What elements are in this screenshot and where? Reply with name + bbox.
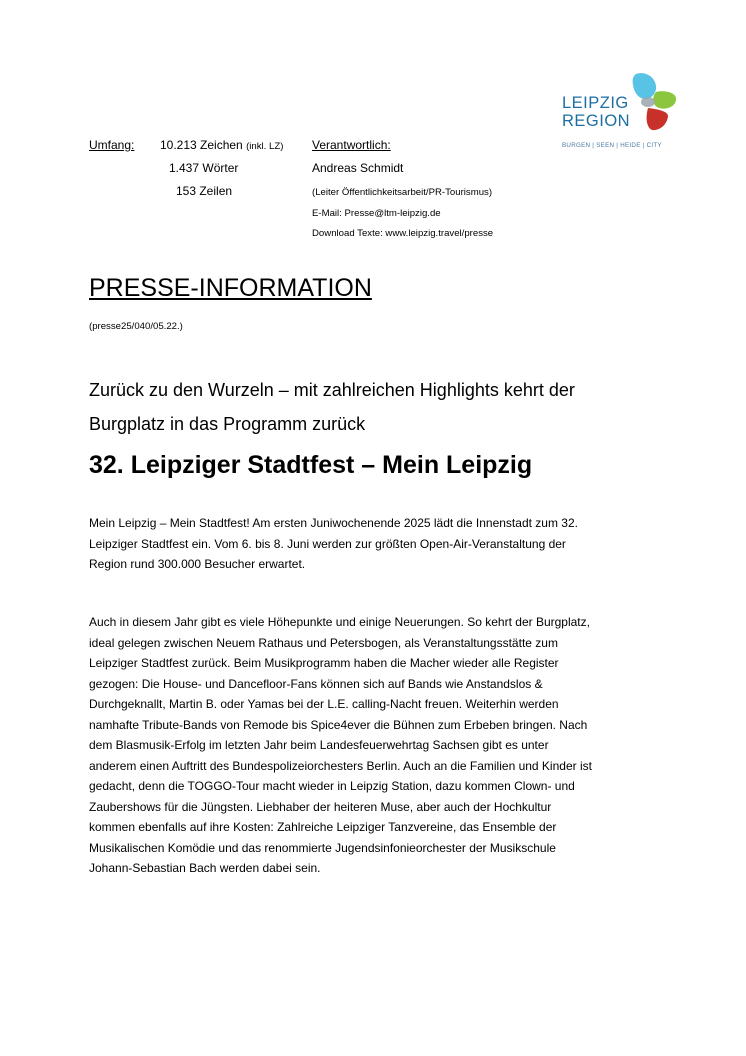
zeilen-count: 153 Zeilen — [176, 184, 233, 198]
zeichen-count — [160, 137, 283, 155]
subtitle-line-2: Burgplatz in das Programm zurück — [89, 414, 366, 434]
press-reference: (presse25/040/05.22.) — [89, 321, 183, 332]
paragraph-line: kommen ebenfalls auf ihre Kosten: Zahlreiche Leipziger Tanzvereine, das Ensemble der — [89, 820, 557, 834]
verantwortlich-label: Verantwortlich: — [312, 138, 391, 152]
paragraph-line: dem Blasmusik-Erfolg im letzten Jahr beim Landesfeuerwehrtag Sachsen gibt es unter — [89, 738, 549, 752]
paragraph-line: anderem einen Auftritt des Bundespolizeiorchesters Berlin. Auch an die Familien und Kinder ist — [89, 758, 592, 773]
woerter-count: 1.437 Wörter — [169, 161, 239, 175]
subtitle-line-1: Zurück zu den Wurzeln – mit zahlreichen Highlights kehrt der — [89, 380, 575, 400]
logo-tagline: BURGEN | SEEN | HEIDE | CITY — [562, 142, 662, 149]
contact-role: (Leiter Öffentlichkeitsarbeit/PR-Tourismus) — [312, 187, 493, 198]
zeichen-note: (inkl. LZ) — [246, 141, 284, 152]
paragraph-line: gedacht, denn die TOGGO-Tour macht wieder in Leipzig Station, dazu kommen Clown- und — [89, 779, 575, 793]
paragraph-line: ideal gelegen zwischen Neuem Rathaus und Petersbogen, als Veranstaltungsstätte zum — [89, 635, 558, 650]
leipzig-region-logo — [560, 72, 684, 156]
paragraph-line: Leipziger Stadtfest ein. Vom 6. bis 8. Juni werden zur größten Open-Air-Veranstaltung der — [89, 536, 566, 551]
paragraph-1 — [89, 513, 689, 575]
paragraph-line: namhafte Tribute-Bands von Remode bis Spice4ever die Bühnen zum Erbeben bringen. Nach — [89, 717, 588, 732]
contact-name: Andreas Schmidt — [312, 161, 404, 175]
umfang-label: Umfang: — [89, 138, 135, 152]
presse-information-title: PRESSE-INFORMATION — [89, 274, 372, 302]
paragraph-line: Durchgeknallt, Martin B. oder Yamas bei der L.E. calling-Nacht freuen. Weiterhin werden — [89, 697, 559, 711]
paragraph-line: gezogen: Die House- und Dancefloor-Fans können sich auf Bands wie Anstandslos & — [89, 676, 543, 691]
logo-line-1: LEIPZIG — [562, 94, 629, 112]
headline: 32. Leipziger Stadtfest – Mein Leipzig — [89, 451, 533, 479]
download-link: Download Texte: www.leipzig.travel/presse — [312, 228, 494, 239]
paragraph-line: Region rund 300.000 Besucher erwartet. — [89, 557, 306, 571]
paragraph-line: Musikalischen Komödie und das renommierte Jugendsinfonieorchester der Musikschule — [89, 840, 556, 855]
paragraph-line: Auch in diesem Jahr gibt es viele Höhepunkte und einige Neuerungen. So kehrt der Burgplatz, — [89, 615, 590, 629]
logo-line-2: REGION — [562, 112, 631, 130]
paragraph-line: Johann-Sebastian Bach werden dabei sein. — [89, 861, 321, 875]
paragraph-2 — [89, 612, 689, 879]
contact-email: E-Mail: Presse@ltm-leipzig.de — [312, 208, 441, 219]
paragraph-line: Mein Leipzig – Mein Stadtfest! Am ersten Juniwochenende 2025 lädt die Innenstadt zum 32. — [89, 516, 578, 530]
zeichen-value: 10.213 Zeichen — [160, 138, 243, 152]
paragraph-line: Leipziger Stadtfest zurück. Beim Musikprogramm haben die Macher wieder alle Register — [89, 656, 559, 670]
paragraph-line: Zaubershows für die Jüngsten. Liebhaber der heiteren Muse, aber auch der Hochkultur — [89, 799, 552, 814]
